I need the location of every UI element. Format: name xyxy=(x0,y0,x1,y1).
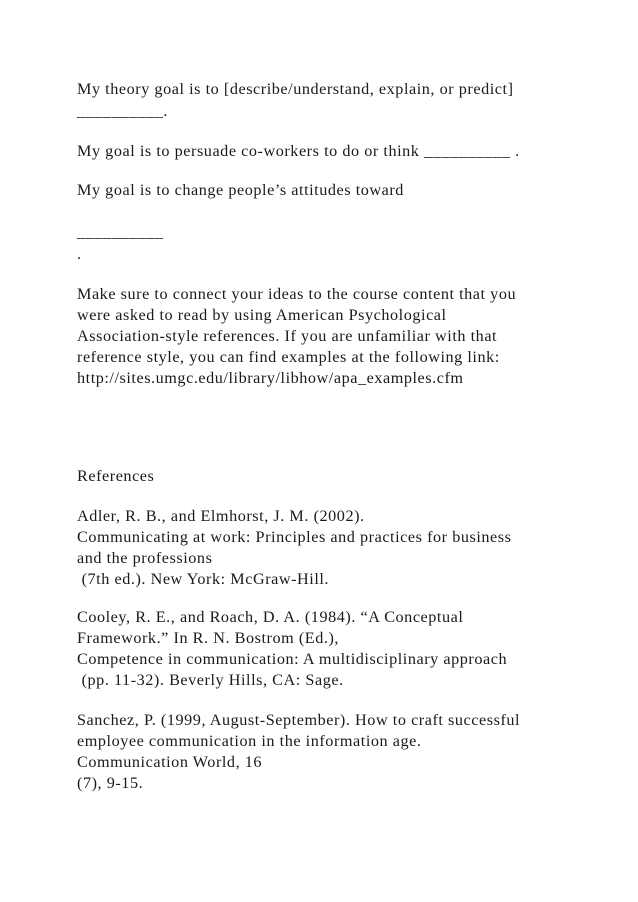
instructions-line: Make sure to connect your ideas to the course content that you xyxy=(77,285,517,303)
theory-goal-blank: __________. xyxy=(77,102,169,120)
reference-line: Framework.” In R. N. Bostrom (Ed.), xyxy=(77,629,340,647)
reference-line: (7), 9-15. xyxy=(77,774,144,792)
persuade-goal-line: My goal is to persuade co-workers to do or think __________ . xyxy=(77,142,520,160)
theory-goal-line: My theory goal is to [describe/understand, explain, or predict] xyxy=(77,80,514,98)
attitude-goal-period: . xyxy=(77,245,82,263)
apa-examples-link[interactable]: http://sites.umgc.edu/library/libhow/apa_examples.cfm xyxy=(77,369,464,387)
reference-line: employee communication in the information age. xyxy=(77,732,422,750)
reference-line: (pp. 11-32). Beverly Hills, CA: Sage. xyxy=(77,671,344,689)
reference-line: and the professions xyxy=(77,549,213,567)
references-heading: References xyxy=(77,467,155,485)
instructions-line: were asked to read by using American Psychological xyxy=(77,306,447,324)
reference-line: Competence in communication: A multidisciplinary approach xyxy=(77,650,508,668)
reference-line: Adler, R. B., and Elmhorst, J. M. (2002). xyxy=(77,507,365,525)
attitude-goal-blank: __________ xyxy=(77,223,164,241)
reference-line: Communicating at work: Principles and practices for business xyxy=(77,528,512,546)
attitude-goal-line: My goal is to change people’s attitudes toward xyxy=(77,181,404,199)
reference-line: Communication World, 16 xyxy=(77,753,263,771)
instructions-line: Association-style references. If you are unfamiliar with that xyxy=(77,327,498,345)
reference-line: Cooley, R. E., and Roach, D. A. (1984). “A Conceptual xyxy=(77,608,464,626)
instructions-line: reference style, you can find examples at the following link: xyxy=(77,348,500,366)
reference-line: (7th ed.). New York: McGraw-Hill. xyxy=(77,570,330,588)
reference-line: Sanchez, P. (1999, August-September). How to craft successful xyxy=(77,711,521,729)
